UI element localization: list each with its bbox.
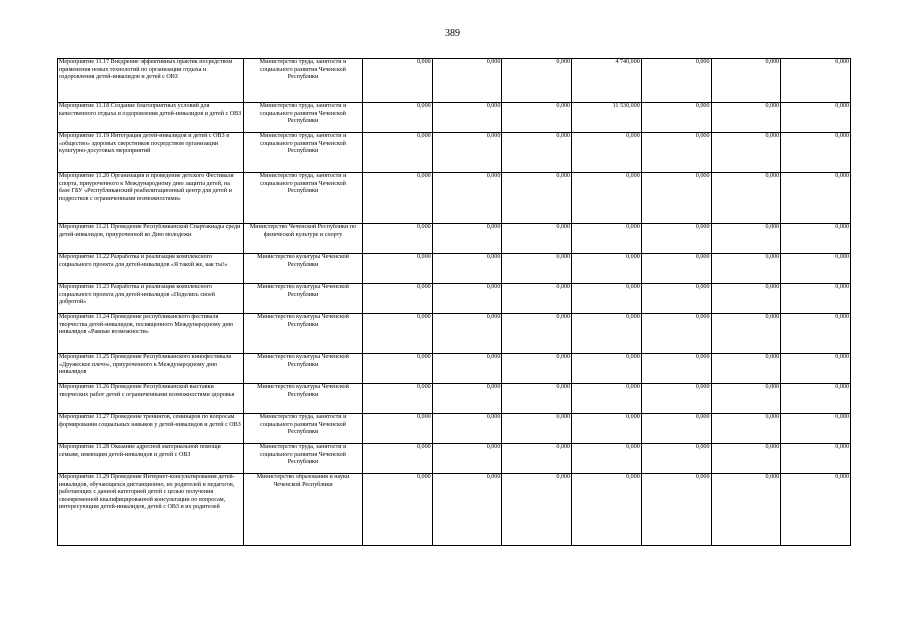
value-cell: 0,000 <box>363 444 433 474</box>
value-cell: 0,000 <box>781 173 851 224</box>
event-cell: Мероприятие 11.19 Интеграция детей-инвалидов и детей с ОВЗ в «общество» здоровых сверстников посредством организации культурно-досуговых мероприятий <box>58 133 244 173</box>
value-cell: 0,000 <box>502 224 572 254</box>
value-cell: 0,000 <box>641 284 711 314</box>
value-cell: 0,000 <box>781 354 851 384</box>
value-cell: 0,000 <box>641 59 711 103</box>
value-cell: 0,000 <box>711 59 781 103</box>
value-cell: 0,000 <box>432 173 502 224</box>
value-cell: 0,000 <box>363 59 433 103</box>
value-cell: 0,000 <box>432 444 502 474</box>
value-cell: 0,000 <box>711 254 781 284</box>
value-cell: 0,000 <box>781 254 851 284</box>
value-cell: 11 530,000 <box>572 103 642 133</box>
event-cell: Мероприятие 11.26 Проведение Республиканской выставки творческих работ детей с ограниченными возможностями здоровья <box>58 384 244 414</box>
value-cell: 0,000 <box>363 224 433 254</box>
value-cell: 0,000 <box>432 224 502 254</box>
value-cell: 0,000 <box>572 133 642 173</box>
value-cell: 0,000 <box>363 354 433 384</box>
value-cell: 0,000 <box>502 354 572 384</box>
executor-cell: Министерство культуры Чеченской Республики <box>244 384 363 414</box>
table-row <box>58 133 851 173</box>
value-cell: 0,000 <box>781 133 851 173</box>
value-cell: 0,000 <box>711 103 781 133</box>
value-cell: 0,000 <box>641 173 711 224</box>
value-cell: 0,000 <box>572 173 642 224</box>
value-cell: 0,000 <box>363 474 433 546</box>
value-cell: 0,000 <box>502 254 572 284</box>
value-cell: 0,000 <box>572 354 642 384</box>
event-cell: Мероприятие 11.28 Оказание адресной материальной помощи семьям, имеющим детей-инвалидов и детей с ОВЗ <box>58 444 244 474</box>
table-row <box>58 59 851 103</box>
value-cell: 0,000 <box>432 354 502 384</box>
value-cell: 0,000 <box>432 254 502 284</box>
event-cell: Мероприятие 11.27 Проведение тренингов, семинаров по вопросам формирования социальных навыков у детей-инвалидов и детей с ОВЗ <box>58 414 244 444</box>
value-cell: 0,000 <box>641 444 711 474</box>
value-cell: 0,000 <box>363 103 433 133</box>
executor-cell: Министерство труда, занятости и социального развития Чеченской Республики <box>244 414 363 444</box>
value-cell: 0,000 <box>711 384 781 414</box>
event-cell: Мероприятие 11.17 Внедрение эффективных практик посредством применения новых технологий по организации отдыха и оздоровления детей-инвалидов и детей с ОВЗ <box>58 59 244 103</box>
value-cell: 0,000 <box>572 414 642 444</box>
value-cell: 0,000 <box>502 414 572 444</box>
table-row <box>58 173 851 224</box>
value-cell: 0,000 <box>363 173 433 224</box>
value-cell: 0,000 <box>432 474 502 546</box>
executor-cell: Министерство труда, занятости и социального развития Чеченской Республики <box>244 173 363 224</box>
value-cell: 0,000 <box>572 284 642 314</box>
value-cell: 0,000 <box>711 354 781 384</box>
value-cell: 0,000 <box>363 284 433 314</box>
event-cell: Мероприятие 11.24 Проведение республиканского фестиваля творчества детей-инвалидов, посвященного Международному дню инвалидов «Равные возможности» <box>58 314 244 354</box>
value-cell: 0,000 <box>711 314 781 354</box>
value-cell: 0,000 <box>781 474 851 546</box>
table-row <box>58 254 851 284</box>
value-cell: 0,000 <box>641 314 711 354</box>
event-cell: Мероприятие 11.22 Разработка и реализация комплексного социального проекта для детей-инвалидов «Я такой же, как ты!» <box>58 254 244 284</box>
value-cell: 0,000 <box>502 444 572 474</box>
value-cell: 0,000 <box>641 384 711 414</box>
value-cell: 0,000 <box>781 59 851 103</box>
value-cell: 0,000 <box>641 354 711 384</box>
value-cell: 0,000 <box>711 284 781 314</box>
value-cell: 0,000 <box>502 103 572 133</box>
value-cell: 0,000 <box>502 384 572 414</box>
value-cell: 0,000 <box>502 133 572 173</box>
value-cell: 0,000 <box>572 254 642 284</box>
value-cell: 0,000 <box>432 384 502 414</box>
executor-cell: Министерство культуры Чеченской Республики <box>244 314 363 354</box>
value-cell: 0,000 <box>781 384 851 414</box>
value-cell: 0,000 <box>432 284 502 314</box>
value-cell: 0,000 <box>641 224 711 254</box>
funding-table <box>57 58 851 546</box>
value-cell: 0,000 <box>781 314 851 354</box>
value-cell: 0,000 <box>363 384 433 414</box>
value-cell: 0,000 <box>711 414 781 444</box>
value-cell: 0,000 <box>363 414 433 444</box>
value-cell: 0,000 <box>502 314 572 354</box>
value-cell: 0,000 <box>711 224 781 254</box>
value-cell: 0,000 <box>572 444 642 474</box>
event-cell: Мероприятие 11.18 Создание благоприятных условий для качественного отдыха и оздоровления детей-инвалидов и детей с ОВЗ <box>58 103 244 133</box>
value-cell: 0,000 <box>641 474 711 546</box>
table-row <box>58 103 851 133</box>
value-cell: 0,000 <box>781 224 851 254</box>
table-row <box>58 444 851 474</box>
value-cell: 0,000 <box>711 444 781 474</box>
table-row <box>58 224 851 254</box>
value-cell: 0,000 <box>641 414 711 444</box>
value-cell: 0,000 <box>363 314 433 354</box>
event-cell: Мероприятие 11.29 Проведение Интернет-консультирования детей-инвалидов, обучающихся дистанционно, их родителей и педагогов, работающих с данной категорией детей с целью получения своевременной квалифицированной консультации по вопросам, интересующим детей-инвалидов, детей с ОВЗ и их родителей <box>58 474 244 546</box>
value-cell: 0,000 <box>781 284 851 314</box>
value-cell: 0,000 <box>432 314 502 354</box>
executor-cell: Министерство культуры Чеченской Республики <box>244 354 363 384</box>
table-body <box>58 59 851 546</box>
value-cell: 0,000 <box>572 384 642 414</box>
value-cell: 0,000 <box>363 254 433 284</box>
value-cell: 0,000 <box>432 59 502 103</box>
value-cell: 0,000 <box>572 474 642 546</box>
value-cell: 0,000 <box>711 173 781 224</box>
executor-cell: Министерство культуры Чеченской Республики <box>244 254 363 284</box>
value-cell: 0,000 <box>781 103 851 133</box>
value-cell: 4 740,000 <box>572 59 642 103</box>
value-cell: 0,000 <box>711 474 781 546</box>
value-cell: 0,000 <box>363 133 433 173</box>
value-cell: 0,000 <box>432 133 502 173</box>
value-cell: 0,000 <box>641 133 711 173</box>
value-cell: 0,000 <box>641 254 711 284</box>
executor-cell: Министерство культуры Чеченской Республики <box>244 284 363 314</box>
table-row <box>58 354 851 384</box>
value-cell: 0,000 <box>572 314 642 354</box>
value-cell: 0,000 <box>502 173 572 224</box>
table-row <box>58 384 851 414</box>
table-row <box>58 314 851 354</box>
value-cell: 0,000 <box>781 444 851 474</box>
value-cell: 0,000 <box>711 133 781 173</box>
executor-cell: Министерство труда, занятости и социального развития Чеченской Республики <box>244 133 363 173</box>
value-cell: 0,000 <box>432 414 502 444</box>
event-cell: Мероприятие 11.20 Организация и проведение детского Фестиваля спорта, приуроченного к Международному дню защиты детей, на базе ГБУ «Республиканский реабилитационный центр для детей и подростков с ограниченными возможностями» <box>58 173 244 224</box>
value-cell: 0,000 <box>432 103 502 133</box>
table-row <box>58 414 851 444</box>
table-row <box>58 474 851 546</box>
executor-cell: Министерство труда, занятости и социального развития Чеченской Республики <box>244 59 363 103</box>
value-cell: 0,000 <box>502 59 572 103</box>
executor-cell: Министерство Чеченской Республики по физической культуре и спорту <box>244 224 363 254</box>
table-row <box>58 284 851 314</box>
event-cell: Мероприятие 11.25 Проведение Республиканского кинофестиваля «Дружеское плечо», приуроченного к Международному дню инвалидов <box>58 354 244 384</box>
value-cell: 0,000 <box>572 224 642 254</box>
executor-cell: Министерство образования и науки Чеченской Республики <box>244 474 363 546</box>
value-cell: 0,000 <box>502 474 572 546</box>
value-cell: 0,000 <box>502 284 572 314</box>
executor-cell: Министерство труда, занятости и социального развития Чеченской Республики <box>244 103 363 133</box>
event-cell: Мероприятие 11.23 Разработка и реализация комплексного социального проекта для детей-инвалидов «Поделись своей добротой» <box>58 284 244 314</box>
event-cell: Мероприятие 11.21 Проведение Республиканской Спартакиады среди детей-инвалидов, приуроченной ко Дню молодежи <box>58 224 244 254</box>
page-number: 389 <box>445 28 460 39</box>
executor-cell: Министерство труда, занятости и социального развития Чеченской Республики <box>244 444 363 474</box>
value-cell: 0,000 <box>641 103 711 133</box>
value-cell: 0,000 <box>781 414 851 444</box>
